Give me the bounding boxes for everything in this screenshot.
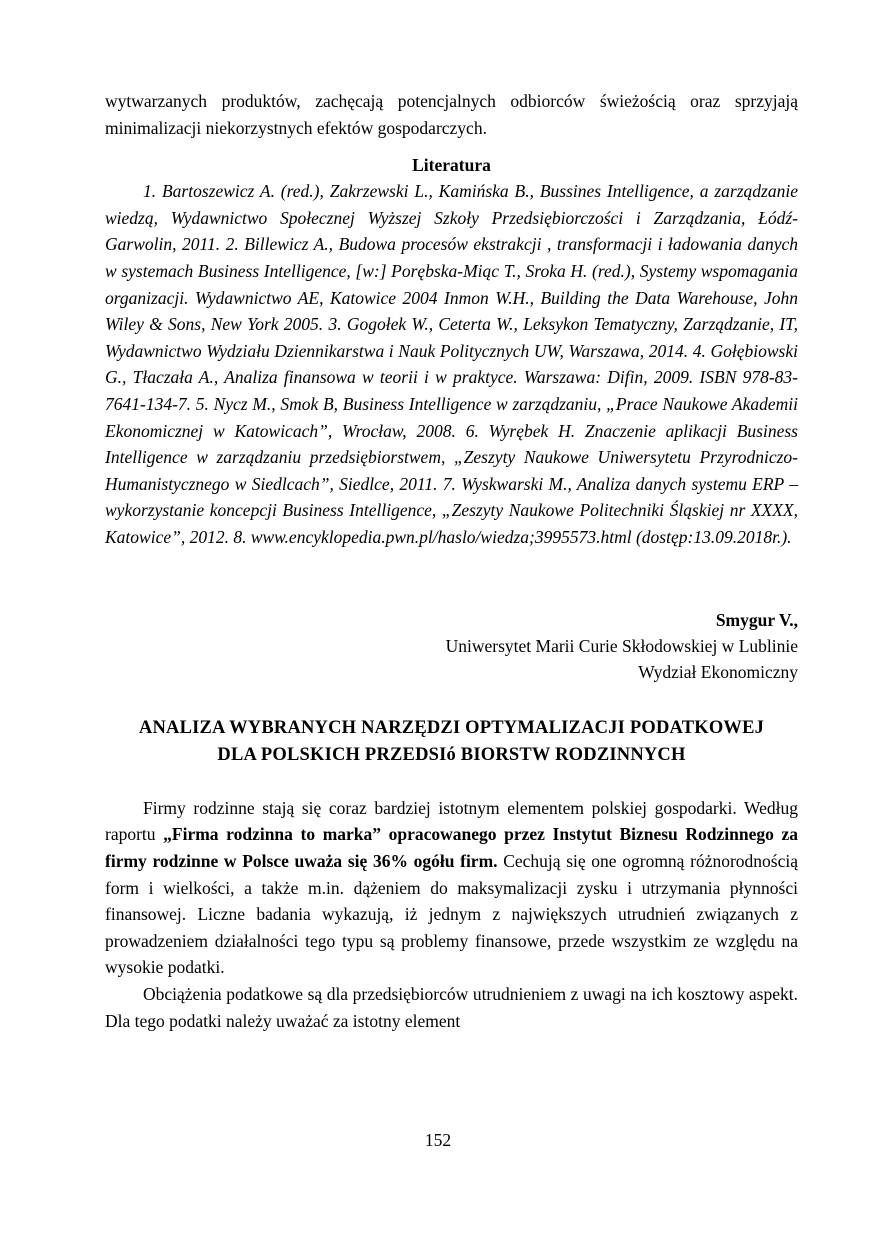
author-name: Smygur V., (715, 609, 798, 630)
author-affiliation-university: Uniwersytet Marii Curie Skłodowskiej w Lublinie (445, 635, 798, 656)
author-block (105, 607, 798, 686)
references-heading: Literatura (412, 155, 491, 176)
article-title-line-2: DLA POLSKICH PRZEDSIó BIORSTW RODZINNYCH (217, 745, 686, 766)
body-paragraph-2: Obciążenia podatkowe są dla przedsiębiorców utrudnieniem z uwagi na ich kosztowy aspekt. Dla tego podatki należy uważać za istotny element (105, 984, 798, 1031)
references-list: 1. Bartoszewicz A. (red.), Zakrzewski L., Kamińska B., Bussines Intelligence, a zarządzanie wiedzą, Wydawnictwo Społecznej Wyższej Szkoły Przedsiębiorczości i Zarządzania, Łódź- Garwolin, 2011. 2. Billewicz A., Budowa procesów ekstrakcji , transformacji i ładowania danych w systemach Business Intelligence, [w:] Porębska-Miąc T., Sroka H. (red.), Systemy wspomagania organizacji. Wydawnictwo AE, Katowice 2004 Inmon W.H., Building the Data Warehouse, John Wiley & Sons, New York 2005. 3. Gogołek W., Ceterta W., Leksykon Tematyczny, Zarządzanie, IT, Wydawnictwo Wydziału Dziennikarstwa i Nauk Politycznych UW, Warszawa, 2014. 4. Gołębiowski G., Tłaczała A., Analiza finansowa w teorii i w praktyce. Warszawa: Difin, 2009. ISBN 978-83-7641-134-7. 5. Nycz M., Smok B, Business Intelligence w zarządzaniu, „Prace Naukowe Akademii Ekonomicznej w Katowicach”, Wrocław, 2008. 6. Wyrębek H. Znaczenie aplikacji Business Intelligence w zarządzaniu przedsiębiorstwem, „Zeszyty Naukowe Uniwersytetu Przyrodniczo-Humanistycznego w Siedlcach”, Siedlce, 2011. 7. Wyskwarski M., Analiza danych systemu ERP – wykorzystanie koncepcji Business Intelligence, „Zeszyty Naukowe Politechniki Śląskiej nr XXXX, Katowice”, 2012. 8. www.encyklopedia.pwn.pl/haslo/wiedza;3995573.html (dostęp:13.09.2018r.). (105, 181, 798, 547)
section-spacer (105, 551, 798, 607)
top-paragraph: wytwarzanych produktów, zachęcają potencjalnych odbiorców świeżością oraz sprzyjają minimalizacji niekorzystnych efektów gospodarczych. (105, 91, 798, 138)
body-paragraph-1 (105, 795, 798, 981)
body-paragraph-1-emphasis: „Firma rodzinna to marka” opracowanego przez Instytut Biznesu Rodzinnego za firmy rodzinne w Polsce uważa się 36% ogółu firm. (105, 824, 798, 872)
author-affiliation-faculty: Wydział Ekonomiczny (638, 662, 798, 682)
article-title-line-1: ANALIZA WYBRANYCH NARZĘDZI OPTYMALIZACJI PODATKOWEJ (138, 718, 765, 739)
title-body-spacer (105, 769, 798, 795)
body-paragraph-1-text-b: Cechują się one ogromną różnorodnością form i wielkości, a także m.in. dążeniem do maksymalizacji zysku i utrzymania płynności finansowej. Liczne badania wykazują, iż jednym z największych utrudnień związanych z prowadzeniem działalności tego typu są problemy finansowe, przede wszystkim ze względu na wysokie podatki. (105, 851, 798, 978)
page-number: 152 (424, 1130, 452, 1150)
article-title (105, 715, 798, 769)
body-paragraph-1-text-a: Firmy rodzinne stają się coraz bardziej istotnym elementem polskiej gospodarki. Według raportu (105, 797, 798, 845)
